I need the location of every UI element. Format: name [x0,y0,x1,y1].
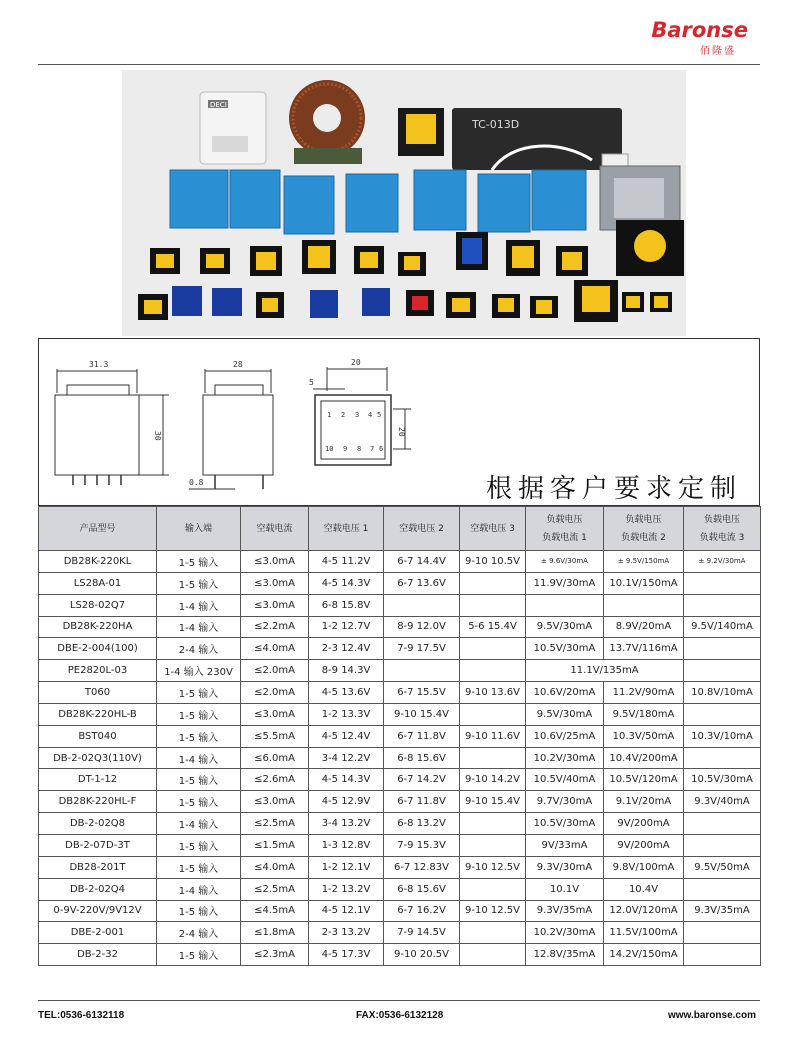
table-cell: 10.5V/120mA [604,769,684,791]
table-cell [460,660,526,682]
table-cell: T060 [39,682,157,704]
dim-row-spacing: 20 [397,427,406,437]
table-cell: 9.3V/35mA [526,900,604,922]
table-cell: 1-5 输入 [157,769,241,791]
table-cell: ± 9.5V/150mA [604,551,684,573]
table-cell: ≤1.8mA [241,922,309,944]
table-cell: LS28-02Q7 [39,594,157,616]
table-row [39,813,761,835]
table-cell: ≤3.0mA [241,703,309,725]
table-row [39,900,761,922]
table-cell: 1-5 输入 [157,551,241,573]
table-cell: 10.1V/150mA [604,572,684,594]
table-cell: 6-8 13.2V [384,813,460,835]
table-cell: 1-5 输入 [157,834,241,856]
table-cell: 6-8 15.6V [384,878,460,900]
table-cell: 10.8V/10mA [684,682,761,704]
table-cell: 6-7 13.6V [384,572,460,594]
table-cell [684,747,761,769]
dim-width-b: 28 [233,360,243,369]
table-cell: 2-3 13.2V [309,922,384,944]
column-header-label: 负载电压 [625,514,662,525]
table-cell: BST040 [39,725,157,747]
table-cell: 11.5V/100mA [604,922,684,944]
table-cell: DB-2-02Q3(110V) [39,747,157,769]
table-cell: 9-10 12.5V [460,856,526,878]
table-cell: 10.2V/30mA [526,922,604,944]
dim-pitch-wide: 20 [351,358,361,367]
table-cell: 2-3 12.4V [309,638,384,660]
product-photo [122,70,686,336]
table-cell: 6-8 15.8V [309,594,384,616]
table-cell: 9-10 20.5V [384,944,460,966]
table-cell: 11.9V/30mA [526,572,604,594]
table-cell: 10.3V/10mA [684,725,761,747]
table-cell: 7-9 17.5V [384,638,460,660]
table-cell: 1-4 输入 230V [157,660,241,682]
dim-height: 30 [153,431,162,441]
table-cell: 11.2V/90mA [604,682,684,704]
brand-logo [628,18,748,58]
table-cell: 10.4V/200mA [604,747,684,769]
column-header-label: 负载电压 [546,514,583,525]
table-cell: 9-10 14.2V [460,769,526,791]
table-cell: 10.5V/30mA [526,813,604,835]
table-cell: 10.1V [526,878,604,900]
table-cell: DT-1-12 [39,769,157,791]
table-cell: 8.9V/20mA [604,616,684,638]
column-header-sublabel: 负载电流 3 [699,532,745,543]
column-header-label: 产品型号 [79,523,116,534]
table-cell: DB28K-220HL-F [39,791,157,813]
table-cell: ± 9.6V/30mA [526,551,604,573]
table-cell: 4-5 12.4V [309,725,384,747]
column-header-label: 空载电压 1 [323,523,369,534]
table-cell: 6-8 15.6V [384,747,460,769]
table-cell: 10.6V/20mA [526,682,604,704]
table-cell: ≤2.2mA [241,616,309,638]
table-cell: 0-9V-220V/9V12V [39,900,157,922]
table-cell [460,638,526,660]
table-cell: 1-5 输入 [157,900,241,922]
table-cell: 1-2 13.3V [309,703,384,725]
table-row [39,682,761,704]
table-row [39,922,761,944]
pin-bottom-9: 9 [343,445,348,453]
table-cell [684,703,761,725]
table-row [39,594,761,616]
table-cell [526,594,604,616]
table-cell: 4-5 11.2V [309,551,384,573]
pin-bottom-7: 7 [370,445,375,453]
table-body [39,551,761,966]
table-cell: 9.3V/40mA [684,791,761,813]
table-cell [460,703,526,725]
column-header-label: 空载电流 [256,523,293,534]
table-cell: 9V/200mA [604,813,684,835]
product-illustration [122,70,686,336]
column-header [384,507,460,551]
table-cell: 1-5 输入 [157,725,241,747]
table-row [39,703,761,725]
table-cell [684,572,761,594]
table-cell: 4-5 12.9V [309,791,384,813]
table-cell [684,594,761,616]
column-header [460,507,526,551]
table-row [39,616,761,638]
table-cell: ≤4.5mA [241,900,309,922]
table-cell: DBE-2-001 [39,922,157,944]
column-header [157,507,241,551]
table-cell: 2-4 输入 [157,638,241,660]
pin-bottom-6: 6 [379,445,384,453]
table-cell: 1-5 输入 [157,572,241,594]
column-header [241,507,309,551]
table-cell: ≤2.0mA [241,682,309,704]
table-row [39,878,761,900]
table-cell: 9-10 15.4V [384,703,460,725]
table-header-row [39,507,761,551]
column-header [309,507,384,551]
table-cell: 9-10 13.6V [460,682,526,704]
table-row [39,856,761,878]
table-cell [460,878,526,900]
table-cell [604,594,684,616]
table-row [39,551,761,573]
pin-top-4: 4 [368,411,373,419]
table-cell: 9-10 15.4V [460,791,526,813]
table-cell: 10.3V/50mA [604,725,684,747]
pin-top-3: 3 [355,411,360,419]
table-cell: 6-7 12.83V [384,856,460,878]
table-cell: 1-4 输入 [157,878,241,900]
column-header [526,507,604,551]
table-cell: DB28K-220KL [39,551,157,573]
table-cell: ≤3.0mA [241,572,309,594]
table-cell: DB28K-220HL-B [39,703,157,725]
pin-top-1: 1 [327,411,332,419]
table-cell: 10.4V [604,878,684,900]
table-cell: 1-5 输入 [157,791,241,813]
table-cell [460,572,526,594]
table-cell: 9.5V/30mA [526,616,604,638]
table-cell [684,638,761,660]
photo-label-deci: DECI [210,101,227,109]
table-cell: 1-5 输入 [157,944,241,966]
table-row [39,791,761,813]
table-cell: 2-4 输入 [157,922,241,944]
table-cell: 8-9 14.3V [309,660,384,682]
table-cell: 9.3V/35mA [684,900,761,922]
table-cell: DB-2-32 [39,944,157,966]
table-cell: ≤2.6mA [241,769,309,791]
table-cell [460,944,526,966]
table-cell: 9.8V/100mA [604,856,684,878]
column-header [684,507,761,551]
table-cell [384,594,460,616]
table-row [39,638,761,660]
dim-pin: 0.8 [189,478,204,487]
table-cell: 1-5 输入 [157,703,241,725]
table-cell: 14.2V/150mA [604,944,684,966]
table-cell: LS28A-01 [39,572,157,594]
table-cell: 1-4 输入 [157,616,241,638]
table-cell: ≤3.0mA [241,594,309,616]
table-cell: ≤2.3mA [241,944,309,966]
table-cell: 9-10 11.6V [460,725,526,747]
table-cell [460,594,526,616]
table-cell: 4-5 13.6V [309,682,384,704]
table-cell [684,944,761,966]
table-cell: ≤5.5mA [241,725,309,747]
table-cell: ≤3.0mA [241,551,309,573]
table-cell: DB-2-07D-3T [39,834,157,856]
table-cell: 1-5 输入 [157,682,241,704]
table-cell: 6-7 14.2V [384,769,460,791]
footer-divider [38,1000,760,1001]
table-cell: PE2820L-03 [39,660,157,682]
table-cell: 4-5 14.3V [309,572,384,594]
column-header-sublabel: 负载电流 2 [621,532,666,543]
table-cell: 3-4 13.2V [309,813,384,835]
table-cell [684,660,761,682]
spec-table [38,506,761,966]
table-cell: 9-10 10.5V [460,551,526,573]
column-header-label: 空载电压 2 [399,523,444,534]
column-header-sublabel: 负载电流 1 [542,532,587,543]
table-cell: 10.5V/30mA [526,638,604,660]
table-cell: 4-5 14.3V [309,769,384,791]
table-cell: 8-9 12.0V [384,616,460,638]
table-cell: 11.1V/135mA [526,660,684,682]
pin-bottom-10: 10 [325,445,334,453]
table-row [39,572,761,594]
table-cell: 9.5V/180mA [604,703,684,725]
brand-name: Baronse [651,18,748,42]
table-cell: 12.0V/120mA [604,900,684,922]
table-cell [684,878,761,900]
table-cell: 1-3 12.8V [309,834,384,856]
brand-subtitle: 佰隆盛 [700,46,736,57]
column-header-label: 负载电压 [703,514,740,525]
table-cell: DB28K-220HA [39,616,157,638]
table-cell: 6-7 11.8V [384,791,460,813]
table-cell: 6-7 16.2V [384,900,460,922]
table-cell: 6-7 11.8V [384,725,460,747]
pin-top-5: 5 [377,411,382,419]
column-header-label: 输入端 [184,523,212,534]
table-cell: ≤4.0mA [241,856,309,878]
table-cell: DB-2-02Q8 [39,813,157,835]
table-cell [460,922,526,944]
table-cell: 13.7V/116mA [604,638,684,660]
table-cell: 5-6 15.4V [460,616,526,638]
table-cell: 6-7 14.4V [384,551,460,573]
table-cell: 3-4 12.2V [309,747,384,769]
photo-label-tc013d: TC-013D [472,118,520,131]
table-cell: 10.2V/30mA [526,747,604,769]
table-cell: 10.6V/25mA [526,725,604,747]
table-cell: 9.5V/140mA [684,616,761,638]
dim-width-a: 31.3 [89,360,109,369]
table-cell: 1-4 输入 [157,747,241,769]
table-row [39,747,761,769]
table-cell: ≤3.0mA [241,791,309,813]
footer-website[interactable]: www.baronse.com [668,1010,756,1021]
table-cell: 9V/200mA [604,834,684,856]
table-cell [460,834,526,856]
table-row [39,660,761,682]
table-cell: 9.1V/20mA [604,791,684,813]
table-cell: 1-4 输入 [157,813,241,835]
footer-fax: FAX:0536-6132128 [356,1010,444,1021]
table-cell: 1-5 输入 [157,856,241,878]
table-cell: 1-4 输入 [157,594,241,616]
table-cell [684,813,761,835]
table-cell [384,660,460,682]
table-row [39,725,761,747]
dim-pitch: 5 [309,378,314,387]
table-cell: 9.5V/50mA [684,856,761,878]
column-header-label: 空载电压 3 [470,523,515,534]
table-cell [460,747,526,769]
table-cell: 9.5V/30mA [526,703,604,725]
table-cell: 10.5V/40mA [526,769,604,791]
table-cell: ≤2.0mA [241,660,309,682]
pin-top-2: 2 [341,411,346,419]
table-cell: 10.5V/30mA [684,769,761,791]
table-cell: 6-7 15.5V [384,682,460,704]
table-cell: 1-2 13.2V [309,878,384,900]
table-row [39,834,761,856]
table-cell [684,834,761,856]
table-cell: 7-9 15.3V [384,834,460,856]
table-cell [684,922,761,944]
custom-slogan: 根据客户要求定制 [486,474,743,504]
column-header [39,507,157,551]
table-cell: ± 9.2V/30mA [684,551,761,573]
table-cell: DBE-2-004(100) [39,638,157,660]
table-cell: DB-2-02Q4 [39,878,157,900]
table-cell: 9.7V/30mA [526,791,604,813]
table-cell: ≤4.0mA [241,638,309,660]
column-header [604,507,684,551]
table-cell: ≤2.5mA [241,878,309,900]
footer-tel: TEL:0536-6132118 [38,1010,125,1021]
table-cell: 9-10 12.5V [460,900,526,922]
table-cell: DB28-201T [39,856,157,878]
table-cell: 7-9 14.5V [384,922,460,944]
table-cell: 9V/33mA [526,834,604,856]
table-cell [460,813,526,835]
header-divider [38,64,760,65]
table-row [39,944,761,966]
pin-bottom-8: 8 [357,445,362,453]
table-cell: ≤2.5mA [241,813,309,835]
table-cell: ≤6.0mA [241,747,309,769]
table-cell: 12.8V/35mA [526,944,604,966]
table-cell: 1-2 12.1V [309,856,384,878]
table-cell: ≤1.5mA [241,834,309,856]
table-cell: 4-5 17.3V [309,944,384,966]
table-cell: 1-2 12.7V [309,616,384,638]
table-cell: 4-5 12.1V [309,900,384,922]
table-cell: 9.3V/30mA [526,856,604,878]
table-row [39,769,761,791]
